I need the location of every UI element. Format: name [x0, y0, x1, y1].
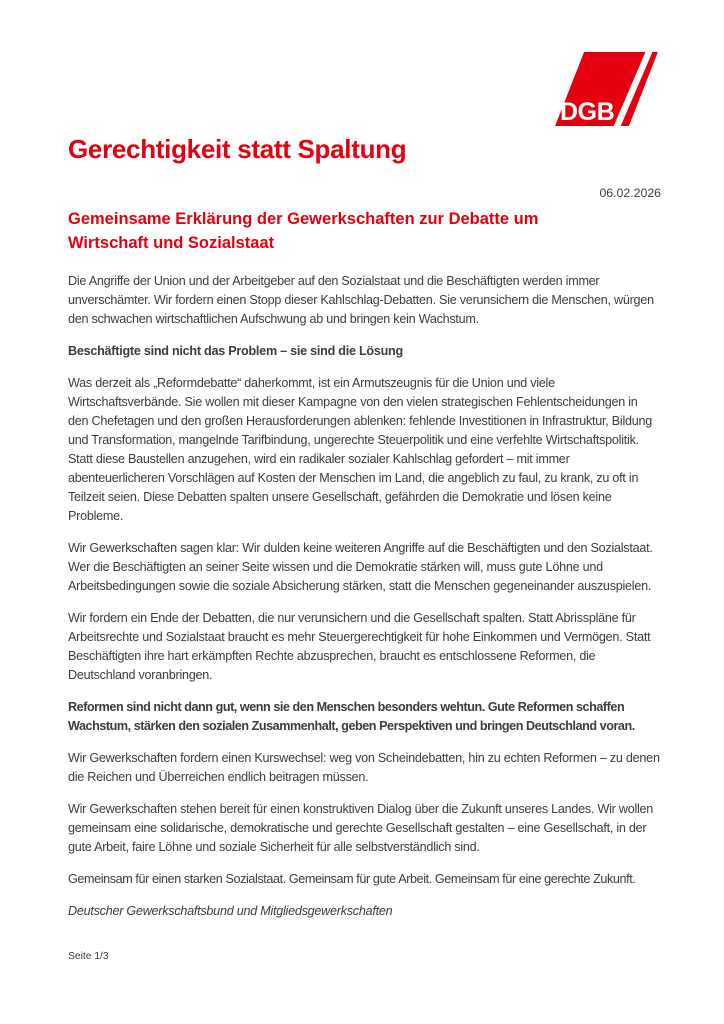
emphasis-paragraph: Reformen sind nicht dann gut, wenn sie den Menschen besonders wehtun. Gute Reformen schaffen Wachstum, stärken den sozialen Zusammenhalt, geben Perspektiven und bringen Deutschland voran.: [68, 700, 635, 733]
page-number: Seite 1/3: [68, 951, 109, 962]
paragraph: Was derzeit als „Reformdebatte“ daherkommt, ist ein Armutszeugnis für die Union und viele Wirtschaftsverbände. Sie wollen mit dieser Kampagne von den vielen strategischen Fehlentscheidungen in den Chefetagen und den großen Herausforderungen ablenken: fehlende Investitionen in Infrastruktur, Bildung und Transformation, mangelnde Tarifbindung, ungerechte Steuerpolitik und eine verfehlte Wirtschaftspolitik. Statt diese Baustellen anzugehen, wird ein radikaler sozialer Kahlschlag gefordert – mit immer abenteuerlicheren Vorschlägen auf Kosten der Menschen im Land, die angeblich zu faul, zu krank, zu oft in Teilzeit seien. Diese Debatten spalten unsere Gesellschaft, gefährden die Demokratie und lösen keine Probleme.: [68, 376, 653, 523]
logo-wordmark: DGB: [560, 98, 615, 126]
closing-paragraph: Gemeinsam für einen starken Sozialstaat. Gemeinsam für gute Arbeit. Gemeinsam für eine gerechte Zukunft.: [68, 872, 636, 886]
document-date: 06.02.2026: [599, 186, 661, 200]
dgb-logo-graphic: [553, 50, 661, 128]
dgb-logo: [553, 50, 661, 128]
document-body: [68, 272, 660, 934]
paragraph: Wir fordern ein Ende der Debatten, die nur verunsichern und die Gesellschaft spalten. Statt Abrisspläne für Arbeitsrechte und Sozialstaat braucht es mehr Steuergerechtigkeit für hohe Einkommen und Vermögen. Statt Beschäftigten ihre hart erkämpften Rechte abzusprechen, braucht es entschlossene Reformen, die Deutschland voranbringen.: [68, 611, 651, 682]
section-heading: Beschäftigte sind nicht das Problem – sie sind die Lösung: [68, 344, 403, 358]
paragraph: Die Angriffe der Union und der Arbeitgeber auf den Sozialstaat und die Beschäftigten werden immer unverschämter. Wir fordern einen Stopp dieser Kahlschlag-Debatten. Sie verunsichern die Menschen, würgen den schwachen wirtschaftlichen Aufschwung ab und bringen kein Wachstum.: [68, 274, 654, 326]
paragraph: Wir Gewerkschaften sagen klar: Wir dulden keine weiteren Angriffe auf die Beschäftigten und den Sozialstaat. Wer die Beschäftigten an seiner Seite wissen und die Demokratie stärken will, muss gute Löhne und Arbeitsbedingungen sowie die soziale Absicherung stärken, statt die Menschen gegeneinander auszuspielen.: [68, 541, 653, 593]
signature-line: Deutscher Gewerkschaftsbund und Mitgliedsgewerkschaften: [68, 904, 393, 918]
paragraph: Wir Gewerkschaften fordern einen Kurswechsel: weg von Scheindebatten, hin zu echten Reformen – zu denen die Reichen und Überreichen endlich beitragen müssen.: [68, 751, 660, 784]
subheadline: Gemeinsame Erklärung der Gewerkschaften zur Debatte um Wirtschaft und Sozialstaat: [68, 210, 539, 252]
paragraph: Wir Gewerkschaften stehen bereit für einen konstruktiven Dialog über die Zukunft unseres Landes. Wir wollen gemeinsam eine solidarische, demokratische und gerechte Gesellschaft gestalten – eine Gesellschaft, in der gute Arbeit, faire Löhne und soziale Sicherheit für alle selbstverständlich sind.: [68, 802, 654, 854]
page-title: Gerechtigkeit statt Spaltung: [68, 134, 407, 164]
